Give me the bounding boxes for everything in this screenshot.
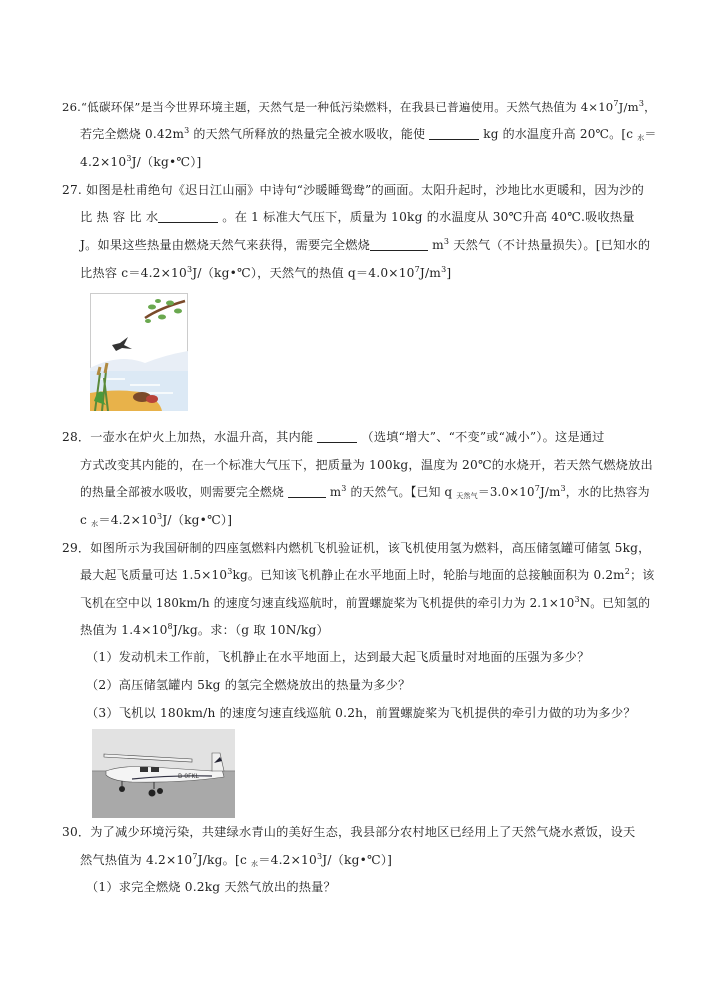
answer-blank[interactable] (158, 210, 218, 223)
sup: 7 (192, 852, 198, 861)
text: 26.“低碳环保”是当今世界环境主题，天然气是一种低污染燃料，在我县已普遍使用。天然气热值为 4×10 (62, 100, 614, 114)
q27-line-2 (80, 209, 635, 225)
sup: 7 (534, 484, 540, 493)
sup: 3 (638, 99, 645, 108)
text: 的天然气所释放的热量完全被水吸收，能使 (189, 127, 430, 141)
q29-sub-1 (86, 649, 589, 665)
q26-line-2 (80, 126, 657, 146)
text: （1）发动机未工作前，飞机静止在水平地面上，达到最大起飞质量时对地面的压强为多少？ (86, 650, 590, 664)
sub: 水 (251, 860, 259, 868)
q28-line-1 (62, 429, 605, 445)
text: J/m (540, 485, 561, 499)
text: 28．一壶水在炉火上加热，水温升高，其内能 (62, 430, 318, 444)
text: J/kg。求：（g 取 10N/kg） (172, 623, 329, 637)
sub: 水 (637, 134, 645, 142)
text: 比热容 c＝4.2×10 (80, 266, 187, 280)
q29-line-4 (80, 622, 329, 638)
text: 热值为 1.4×10 (80, 623, 168, 637)
sub: 天然气 (456, 492, 478, 500)
text: （3）飞机以 180km/h 的速度匀速直线巡航 0.2h，前置螺旋桨为飞机提供的牵引力做的功为多少？ (86, 706, 636, 720)
text: （2）高压储氢罐内 5kg 的氢完全燃烧放出的热量为多少？ (86, 678, 411, 692)
text: J/kg。[c (197, 853, 252, 867)
text: 。在 1 标准大气压下，质量为 10kg 的水温度从 30℃升高 40℃.吸收热量 (218, 210, 635, 224)
text: kg。已知该飞机静止在水平地面上时，轮胎与地面的总接触面积为 0.2m (232, 568, 625, 582)
q26-line-3 (80, 154, 201, 170)
sup: 2 (624, 567, 631, 576)
text: 然气热值为 4.2×10 (80, 853, 193, 867)
q30-line-1 (62, 824, 635, 840)
plane-registration: B-0FKL (178, 773, 199, 780)
q27-line-1 (62, 182, 644, 198)
text: kg 的水温度升高 20℃。[c (479, 127, 638, 141)
q29-line-3 (80, 595, 650, 611)
text: 27. 如图是杜甫绝句《迟日江山丽》中诗句“沙暖睡鸳鸯”的画面。太阳升起时，沙地比水更暖和，因为沙的 (62, 183, 644, 197)
text: 若完全燃烧 0.42m (80, 127, 185, 141)
text: ；该 (630, 568, 655, 582)
sup: 8 (167, 622, 173, 631)
sup: 7 (414, 265, 420, 274)
q30-line-2 (80, 852, 392, 872)
answer-blank[interactable] (317, 430, 357, 443)
poem-illustration-svg (90, 293, 188, 411)
text: 4.2×10 (80, 155, 127, 169)
text: 天然气（不计热量损失）。[已知水的 (449, 238, 651, 252)
text: ， (644, 100, 656, 114)
text: N。已知氢的 (579, 596, 651, 610)
answer-blank[interactable] (370, 238, 428, 251)
text: 30．为了减少环境污染，共建绿水青山的美好生态，我县部分农村地区已经用上了天然气烧水煮饭，设天 (62, 825, 636, 839)
q28-line-4 (80, 512, 232, 532)
text: ，水的比热容为 (565, 485, 650, 499)
sup: 7 (613, 99, 619, 108)
text: 最大起飞质量可达 1.5×10 (80, 568, 228, 582)
sup: 3 (227, 567, 233, 576)
answer-blank[interactable] (288, 485, 326, 498)
poem-illustration (90, 293, 188, 411)
text: ＝3.0×10 (477, 485, 535, 499)
text: （选填“增大”、“不变”或“减小”）。这是通过 (357, 430, 605, 444)
q28-line-3 (80, 484, 650, 504)
sup: 3 (443, 237, 450, 246)
text: m (325, 485, 342, 499)
text: 29．如图所示为我国研制的四座氢燃料内燃机飞机验证机，该飞机使用氢为燃料，高压储氢罐可储氢 5kg， (62, 541, 651, 555)
answer-blank[interactable] (429, 127, 479, 140)
text: J/m (419, 266, 442, 280)
sup: 3 (157, 512, 163, 521)
sup: 3 (441, 265, 447, 274)
q29-sub-3 (86, 705, 636, 721)
text: ＝4.2×10 (258, 853, 317, 867)
text: J/（kg•℃）] (131, 155, 202, 169)
text: 的天然气。【已知 q (346, 485, 457, 499)
text: J/（kg•℃），天然气的热值 q＝4.0×10 (192, 266, 415, 280)
q29-line-1 (62, 540, 651, 556)
text: ＝ (644, 127, 657, 141)
text: ＝4.2×10 (98, 513, 158, 527)
text: （1）求完全燃烧 0.2kg 天然气放出的热量？ (86, 880, 336, 894)
sub: 水 (91, 520, 99, 528)
text: c (80, 513, 92, 527)
text: m (428, 238, 444, 252)
sup: 3 (184, 126, 190, 135)
q27-line-4 (80, 265, 451, 281)
text: J/m (618, 100, 639, 114)
text: J/（kg•℃）] (322, 853, 393, 867)
airplane-photo-svg (92, 729, 235, 818)
q30-sub-1 (86, 879, 336, 895)
sup: 3 (560, 484, 566, 493)
q27-line-3 (80, 237, 650, 253)
text: J。如果这些热量由燃烧天然气来获得，需要完全燃烧 (80, 238, 370, 252)
text: 的热量全部被水吸收，则需要完全燃烧 (80, 485, 288, 499)
sup: 3 (574, 595, 580, 604)
q26-line-1 (62, 99, 656, 115)
sup: 3 (186, 265, 193, 274)
sup: 3 (341, 484, 347, 493)
sup: 3 (126, 154, 132, 163)
q29-sub-2 (86, 677, 411, 693)
q29-line-2 (80, 567, 654, 583)
q28-line-2 (80, 457, 653, 473)
text: 比 热 容 比 水 (80, 210, 159, 224)
text: ] (446, 266, 452, 280)
airplane-photo (92, 729, 235, 818)
text: 方式改变其内能的，在一个标准大气压下，把质量为 100kg，温度为 20℃的水烧开，若天然气燃烧放出 (80, 458, 653, 472)
text: 飞机在空中以 180km/h 的速度匀速直线巡航时，前置螺旋桨为飞机提供的牵引力为 2.1×10 (80, 596, 575, 610)
sup: 3 (316, 852, 323, 861)
text: J/（kg•℃）] (162, 513, 233, 527)
